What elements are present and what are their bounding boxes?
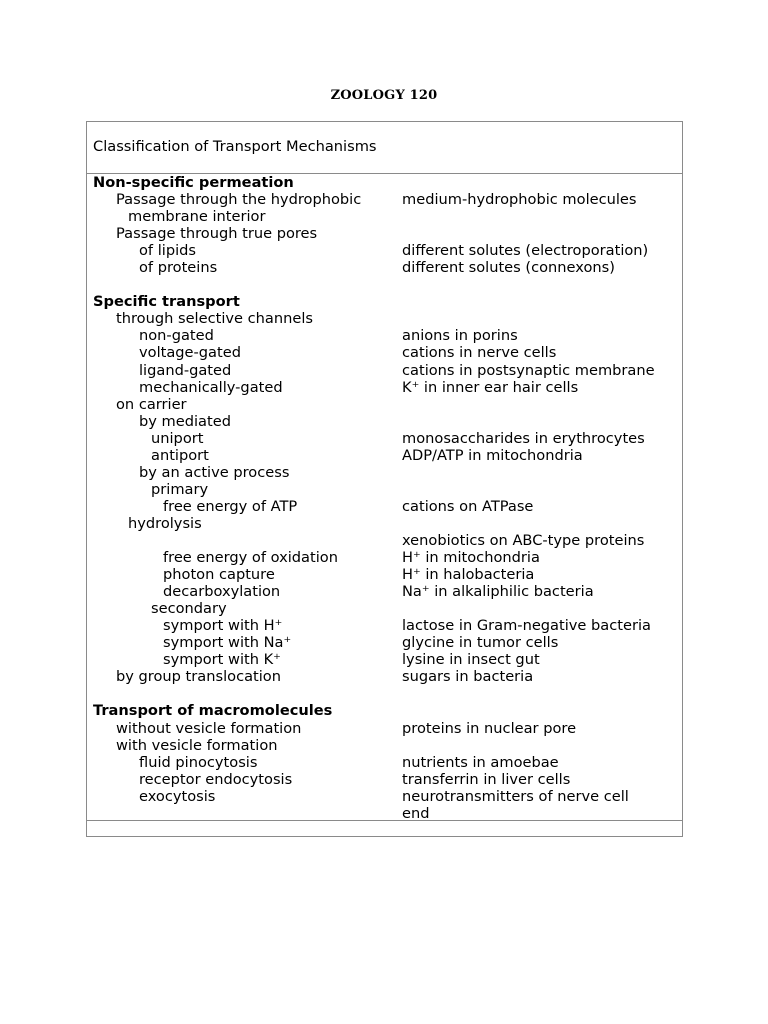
mechanism-label: secondary <box>151 600 227 618</box>
table-body <box>87 174 682 822</box>
table-row <box>87 651 682 668</box>
table-row <box>87 310 682 327</box>
table-row <box>87 447 682 464</box>
mechanism-label: primary <box>151 480 209 498</box>
mechanism-label: receptor endocytosis <box>139 770 293 788</box>
table-footer-divider <box>87 820 682 821</box>
section-heading-row <box>87 293 682 310</box>
table-row <box>87 668 682 685</box>
mechanism-label: of proteins <box>139 259 218 277</box>
table-row <box>87 771 682 788</box>
mechanism-label: by group translocation <box>116 668 281 686</box>
table-row <box>87 396 682 413</box>
mechanism-label: uniport <box>151 429 204 447</box>
mechanism-label: symport with Na⁺ <box>163 634 292 652</box>
table-row <box>87 481 682 498</box>
transport-classification-table <box>86 121 683 837</box>
table-row <box>87 720 682 737</box>
example-label: proteins in nuclear pore <box>402 719 577 737</box>
mechanism-label: on carrier <box>116 395 187 413</box>
example-label: lactose in Gram-negative bacteria <box>402 617 651 635</box>
section-heading: Transport of macromolecules <box>93 702 333 720</box>
mechanism-label: fluid pinocytosis <box>139 753 258 771</box>
table-row <box>87 464 682 481</box>
mechanism-label: Passage through the hydrophobic <box>116 191 362 209</box>
table-row <box>87 515 682 532</box>
mechanism-label: with vesicle formation <box>116 736 278 754</box>
mechanism-label: symport with H⁺ <box>163 617 283 635</box>
mechanism-label: of lipids <box>139 242 196 260</box>
table-row <box>87 276 682 293</box>
table-row <box>87 634 682 651</box>
section-heading: Specific transport <box>93 293 240 311</box>
example-label: neurotransmitters of nerve cell <box>402 787 629 805</box>
mechanism-label: photon capture <box>163 566 275 584</box>
table-row <box>87 754 682 771</box>
section-heading: Non-specific permeation <box>93 174 294 191</box>
table-row <box>87 191 682 208</box>
mechanism-label: membrane interior <box>128 208 266 226</box>
example-label: lysine in insect gut <box>402 651 540 669</box>
example-label: anions in porins <box>402 327 518 345</box>
table-row <box>87 413 682 430</box>
example-label: H⁺ in halobacteria <box>402 566 535 584</box>
section-heading-row <box>87 702 682 719</box>
mechanism-label: free energy of oxidation <box>163 549 338 567</box>
mechanism-label: by mediated <box>139 412 231 430</box>
page-title: ZOOLOGY 120 <box>330 88 438 103</box>
table-row <box>87 259 682 276</box>
table-row <box>87 430 682 447</box>
example-label: sugars in bacteria <box>402 668 534 686</box>
mechanism-label: symport with K⁺ <box>163 651 281 669</box>
table-row <box>87 344 682 361</box>
table-row <box>87 242 682 259</box>
example-label: nutrients in amoebae <box>402 753 559 771</box>
table-header-text: Classification of Transport Mechanisms <box>93 138 377 155</box>
example-label: medium-hydrophobic molecules <box>402 191 637 209</box>
example-label: ADP/ATP in mitochondria <box>402 446 583 464</box>
mechanism-label: voltage-gated <box>139 344 241 362</box>
example-label: cations in postsynaptic membrane <box>402 361 655 379</box>
mechanism-label: mechanically-gated <box>139 378 283 396</box>
section-heading-row <box>87 174 682 191</box>
example-label: end <box>402 804 430 822</box>
example-label: monosaccharides in erythrocytes <box>402 429 645 447</box>
table-row <box>87 685 682 702</box>
table-row <box>87 617 682 634</box>
table-row <box>87 498 682 515</box>
example-label: cations on ATPase <box>402 497 534 515</box>
mechanism-label: without vesicle formation <box>116 719 302 737</box>
example-label: Na⁺ in alkaliphilic bacteria <box>402 583 594 601</box>
mechanism-label: hydrolysis <box>128 514 202 532</box>
table-row <box>87 208 682 225</box>
table-row <box>87 566 682 583</box>
mechanism-label: ligand-gated <box>139 361 232 379</box>
mechanism-label: by an active process <box>139 463 290 481</box>
table-row <box>87 362 682 379</box>
table-header <box>87 122 682 174</box>
mechanism-label: free energy of ATP <box>163 497 298 515</box>
mechanism-label: decarboxylation <box>163 583 281 601</box>
example-label: different solutes (electroporation) <box>402 242 649 260</box>
table-row <box>87 379 682 396</box>
mechanism-label: exocytosis <box>139 787 216 805</box>
example-label: cations in nerve cells <box>402 344 557 362</box>
mechanism-label: through selective channels <box>116 310 314 328</box>
mechanism-label: antiport <box>151 446 209 464</box>
example-label: transferrin in liver cells <box>402 770 571 788</box>
example-label: H⁺ in mitochondria <box>402 549 540 567</box>
table-row <box>87 532 682 549</box>
table-row <box>87 327 682 344</box>
mechanism-label: Passage through true pores <box>116 225 318 243</box>
table-row <box>87 583 682 600</box>
mechanism-label: non-gated <box>139 327 214 345</box>
table-row <box>87 600 682 617</box>
table-row <box>87 549 682 566</box>
example-label: glycine in tumor cells <box>402 634 559 652</box>
table-row <box>87 225 682 242</box>
table-row <box>87 788 682 805</box>
table-row <box>87 737 682 754</box>
example-label: different solutes (connexons) <box>402 259 615 277</box>
example-label: xenobiotics on ABC-type proteins <box>402 531 645 549</box>
example-label: K⁺ in inner ear hair cells <box>402 378 579 396</box>
